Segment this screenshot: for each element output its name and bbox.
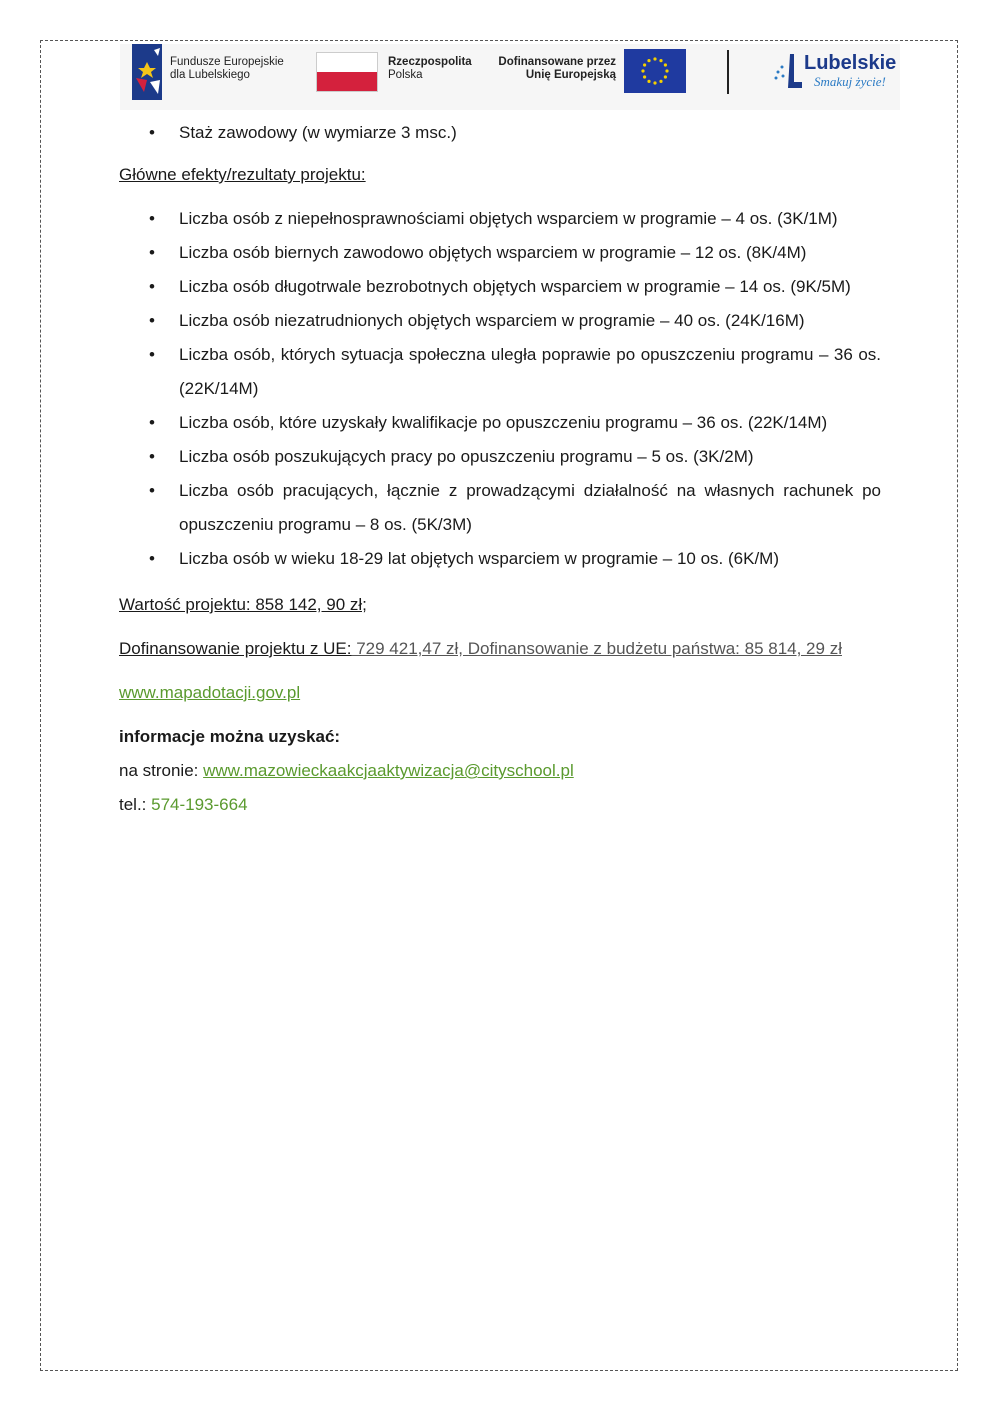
- eu-funds-logo-icon: [132, 44, 162, 100]
- effects-heading: Główne efekty/rezultaty projektu:: [119, 165, 366, 184]
- logo-rp-line2: Polska: [388, 69, 423, 81]
- funding-text: 729 421,47 zł, Dofinansowanie z budżetu państwa: 85 814, 29 zł: [351, 639, 842, 658]
- tel-line: [119, 788, 881, 822]
- logo-rp-line1: Rzeczpospolita: [388, 56, 472, 68]
- logo-rp-text: [388, 56, 472, 82]
- mapadotacji-paragraph: [119, 676, 881, 710]
- logo-bar: [120, 44, 900, 110]
- list-item: • Liczba osób długotrwale bezrobotnych objętych wsparciem w programie – 14 os. (9K/5M): [119, 270, 881, 304]
- tel-label: tel.:: [119, 795, 152, 814]
- effects-list: [119, 202, 881, 576]
- website-link[interactable]: www.mazowieckaakcjaaktywizacja@cityschool.pl: [203, 761, 574, 780]
- tel-value[interactable]: 574-193-664: [151, 795, 248, 814]
- list-item: • Liczba osób z niepełnosprawnościami objętych wsparciem w programie – 4 os. (3K/1M): [119, 202, 881, 236]
- lubelskie-slogan: Smakuj życie!: [814, 74, 886, 89]
- activities-list: [119, 116, 881, 150]
- logo-divider: [727, 50, 729, 94]
- list-item: • Liczba osób, które uzyskały kwalifikacje po opuszczeniu programu – 36 os. (22K/14M): [119, 406, 881, 440]
- funding-label: Dofinansowanie projektu z UE:: [119, 639, 352, 658]
- list-item: • Liczba osób, których sytuacja społeczna uległa poprawie po opuszczeniu programu – 36 os. (22K/14M): [119, 338, 881, 406]
- list-item: • Liczba osób pracujących, łącznie z prowadzącymi działalność na własnych rachunek po opuszczeniu programu – 8 os. (5K/3M): [119, 474, 881, 542]
- document-content: [119, 116, 881, 822]
- list-item: • Liczba osób w wieku 18-29 lat objętych wsparciem w programie – 10 os. (6K/M): [119, 542, 881, 576]
- lubelskie-name: Lubelskie: [804, 52, 897, 74]
- logo-funds-line2: dla Lubelskiego: [170, 69, 250, 81]
- website-line: [119, 754, 881, 788]
- list-item: • Liczba osób poszukujących pracy po opuszczeniu programu – 5 os. (3K/2M): [119, 440, 881, 474]
- logo-eu-line1: Dofinansowane przez: [498, 56, 616, 68]
- logo-funds-line1: Fundusze Europejskie: [170, 56, 284, 68]
- polish-flag-icon: [316, 52, 378, 92]
- project-value: Wartość projektu: 858 142, 90 zł;: [119, 595, 367, 614]
- logo-eu-text: [496, 56, 616, 82]
- eu-flag-icon: [624, 49, 686, 93]
- logo-funds-text: [170, 56, 284, 82]
- list-item: • Staż zawodowy (w wymiarze 3 msc.): [119, 116, 881, 150]
- lubelskie-logo: [770, 46, 900, 96]
- info-heading: informacje można uzyskać:: [119, 727, 341, 746]
- funding-paragraph: [119, 632, 881, 666]
- website-label: na stronie:: [119, 761, 204, 780]
- list-item: • Liczba osób niezatrudnionych objętych wsparciem w programie – 40 os. (24K/16M): [119, 304, 881, 338]
- lubelskie-emblem-icon: [770, 52, 804, 92]
- logo-eu-line2: Unię Europejską: [525, 69, 616, 81]
- mapadotacji-link[interactable]: www.mapadotacji.gov.pl: [119, 683, 301, 702]
- list-item: • Liczba osób biernych zawodowo objętych wsparciem w programie – 12 os. (8K/4M): [119, 236, 881, 270]
